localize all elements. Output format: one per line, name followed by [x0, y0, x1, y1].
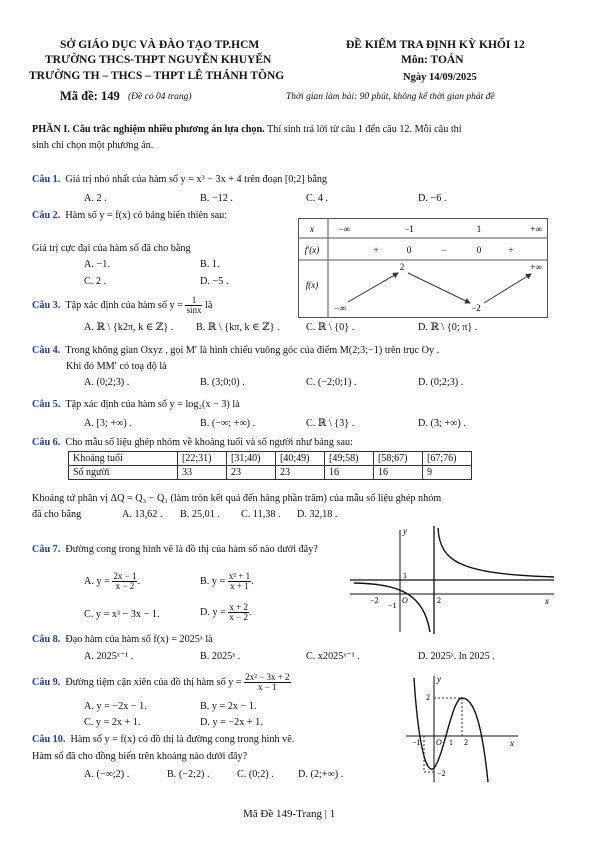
q7-option-c: C. y = x³ − 3x − 1. — [84, 609, 160, 620]
q4-label: Câu 4. — [32, 345, 61, 356]
exam-date: Ngày 14/09/2025 — [403, 72, 477, 83]
bbt-fp-sign-3: − — [441, 245, 447, 255]
q1-option-a: A. 2 . — [84, 193, 107, 204]
age-range: [40;49) — [276, 452, 325, 466]
q2-label: Câu 2. — [32, 210, 61, 221]
count-value: 23 — [276, 466, 325, 480]
q7-tick-minus2: −2 — [370, 596, 379, 605]
q5-option-d: D. (3; +∞) . — [418, 418, 466, 429]
q4-option-d: D. (0;2;3) . — [418, 377, 464, 388]
q8-stem — [32, 634, 213, 645]
q8-text: Đạo hàm của hàm số f(x) = 2025ˣ là — [65, 634, 213, 645]
age-range: [31;40) — [227, 452, 276, 466]
q2-text: Hàm số y = f(x) có bảng biến thiên sau: — [65, 210, 228, 221]
bbt-x-val-2: −1 — [404, 224, 414, 234]
q3-text-a: Tập xác định của hàm số y = — [65, 299, 183, 311]
q1-label: Câu 1. — [32, 174, 61, 185]
q2-option-d: D. −5 . — [200, 276, 229, 287]
bbt-f-minus-inf: −∞ — [334, 303, 346, 313]
q1-text: Giá trị nhỏ nhất của hàm số y = x³ − 3x + 4 trên đoạn [0;2] bằng — [65, 174, 328, 185]
q9-label: Câu 9. — [32, 676, 61, 688]
page-footer: Mã Đề 149-Trang | 1 — [243, 808, 336, 820]
q7-text: Đường cong trong hình vẽ là đồ thị của hàm số nào dưới đây? — [65, 544, 318, 555]
q7-origin: O — [402, 596, 408, 605]
q10-tick-minus2: −2 — [437, 769, 446, 778]
q8-option-b: B. 2025ˣ . — [200, 651, 241, 662]
bbt-x-val-3: 1 — [476, 224, 482, 234]
age-table — [68, 451, 472, 480]
q10-tick-1: 1 — [449, 738, 453, 747]
q5-option-b: B. (−∞; +∞) . — [200, 418, 256, 429]
q6-option-b: B. 25,01 . — [180, 509, 220, 520]
q10-tick-y2: 2 — [426, 693, 430, 702]
q2-option-b: B. 1. — [200, 259, 220, 270]
q7-d-fraction — [228, 603, 249, 622]
q7-b-num: x² + 1 — [228, 571, 251, 581]
variation-table — [298, 218, 548, 318]
q7-graph — [340, 524, 560, 634]
time-note: Thời gian làm bài: 90 phút, không kể thời gian phát đề — [286, 92, 495, 102]
q7-option-a: A. y = $\frac{2x - 1}{x - 2}$ . — [84, 571, 141, 591]
q7-d-pre: D. y = — [200, 606, 226, 618]
q10-label: Câu 10. — [32, 734, 66, 745]
q3-frac-num: 1 — [185, 296, 202, 306]
age-table-header: Khoảng tuổi — [69, 452, 178, 466]
count-value: 23 — [227, 466, 276, 480]
q6-text: Cho mẫu số liệu ghép nhóm về khoảng tuổi và số người như bảng sau: — [65, 437, 353, 448]
q4-option-a: A. (0;2;3) . — [84, 377, 130, 388]
q7-a-num: 2x − 1 — [113, 571, 137, 581]
q3-option-c: C. ℝ \ {0} . — [306, 322, 355, 333]
q4-text: Trong không gian Oxyz , gọi M′ là hình chiếu vuông góc của điểm M(2;3;−1) trên trục Oy . — [65, 345, 440, 356]
q7-x-label: x — [545, 596, 549, 606]
q6-option-c: C. 11,38 . — [241, 509, 281, 520]
part1-title: PHẦN I. Câu trắc nghiệm nhiều phương án lựa chọn. — [32, 124, 265, 135]
count-value: 16 — [325, 466, 374, 480]
q4-option-c: C. (−2;0;1) . — [306, 377, 357, 388]
q10-option-d: D. (2;+∞) . — [298, 769, 344, 780]
q9-option-a: A. y = −2x − 1. — [84, 701, 147, 712]
age-range: [22;31) — [178, 452, 227, 466]
age-range: [49;58) — [325, 452, 374, 466]
bbt-fp-label: f′(x) — [304, 245, 320, 255]
q7-d-den: x − 2 — [229, 612, 248, 622]
q1-option-b: B. −12 . — [200, 193, 233, 204]
count-header: Số người — [69, 466, 178, 480]
q3-option-b: B. ℝ \ {kπ, k ∈ ℤ} . — [196, 322, 280, 333]
q5-option-c: C. ℝ \ {3} . — [306, 418, 355, 429]
bbt-f-max: 2 — [399, 262, 405, 272]
q4-text2: Khi đó MM′ có toạ độ là — [66, 361, 167, 372]
bbt-x-label: x — [310, 224, 314, 234]
q9-option-b: B. y = 2x − 1. — [200, 701, 257, 712]
q3-fraction — [185, 296, 202, 315]
q5-option-a: A. [3; +∞) . — [84, 418, 132, 429]
q4-option-b: B. (3;0;0) . — [200, 377, 245, 388]
q9-fraction — [244, 673, 290, 692]
age-table-row-counts — [69, 466, 472, 480]
q8-option-d: D. 2025ˣ. ln 2025 . — [418, 651, 495, 662]
bbt-f-label: f(x) — [305, 280, 319, 290]
part1-instruction-a: Thí sinh trả lời từ câu 1 đến câu 12. Mỗi câu thí — [264, 124, 462, 135]
q2-stem — [32, 210, 227, 221]
q1-stem — [32, 174, 327, 185]
q7-option-d: D. y = $\frac{x + 2}{x - 2}$ . — [200, 602, 252, 622]
q1-option-c: C. 4 . — [306, 193, 329, 204]
q6-text3: đã cho bằng — [32, 509, 82, 520]
q3-option-d: D. ℝ \ {0; π} . — [418, 322, 478, 333]
q9-option-d: D. y = −2x + 1. — [200, 717, 263, 728]
q7-b-den: x + 1 — [230, 581, 249, 591]
bbt-arrow-up-1 — [348, 273, 398, 302]
age-range: [58;67) — [374, 452, 423, 466]
part1-instruction-b: sinh chỉ chọn một phương án. — [32, 140, 154, 151]
q7-a-fraction — [112, 572, 137, 591]
q5-stem — [32, 399, 240, 410]
q2-text2: Giá trị cực đại của hàm số đã cho bằng — [32, 243, 191, 254]
q10-option-c: C. (0;2) . — [237, 769, 274, 780]
q8-option-c: C. x2025ˣ⁻¹ . — [306, 651, 360, 662]
exam-code: Mã đề: 149 — [60, 89, 120, 103]
q6-option-a: A. 13,62 . — [122, 509, 163, 520]
q7-a-den: x − 2 — [115, 581, 135, 591]
q10-graph — [404, 672, 524, 784]
q9-stem — [32, 673, 291, 692]
q7-label: Câu 7. — [32, 544, 61, 555]
q10-tick-x2: 2 — [464, 738, 468, 747]
q7-tick-minus1: −1 — [388, 601, 397, 610]
bbt-fp-sign-5: + — [508, 245, 514, 255]
q3-option-a: A. ℝ \ {k2π, k ∈ ℤ} . — [84, 322, 174, 333]
q7-option-b: B. y = $\frac{\text{x² + 1}}{x + 1}$ . — [200, 571, 254, 591]
q9-frac-den: x − 1 — [258, 682, 277, 692]
school-name-2: TRƯỜNG TH – THCS – THPT LÊ THÁNH TÔNG — [29, 70, 285, 82]
school-name-1: TRƯỜNG THCS-THPT NGUYỄN KHUYẾN — [45, 54, 272, 66]
q5-text: Tập xác định của hàm số y = log₂(x − 3) là — [65, 399, 240, 410]
q10-option-b: B. (−2;2) . — [167, 769, 210, 780]
q10-option-a: A. (−∞;2) . — [84, 769, 130, 780]
q10-origin: O — [436, 738, 442, 747]
q6-option-d: D. 32,18 . — [297, 509, 338, 520]
q10-x-label: x — [510, 738, 514, 748]
q8-option-a: A. 2025ˣ⁻¹ . — [84, 651, 134, 662]
q6-label: Câu 6. — [32, 437, 61, 448]
q2-option-c: C. 2 . — [84, 276, 107, 287]
q7-d-num: x + 2 — [229, 602, 248, 612]
q3-frac-den: sinx — [186, 305, 202, 315]
q10-text2: Hàm số đã cho đồng biến trên khoảng nào dưới đây? — [32, 751, 248, 762]
bbt-arrow-up-2 — [484, 274, 531, 303]
q7-curve-right — [438, 528, 554, 577]
q9-frac-num: 2x² − 3x + 2 — [245, 672, 290, 682]
q10-stem — [32, 734, 294, 745]
q3-label: Câu 3. — [32, 299, 61, 311]
count-value: 33 — [178, 466, 227, 480]
q4-stem — [32, 345, 439, 356]
exam-title: ĐỀ KIỂM TRA ĐỊNH KỲ KHỐI 12 — [346, 39, 525, 51]
bbt-f-min: −2 — [471, 303, 481, 313]
q10-tick-minus1: −1 — [412, 738, 421, 747]
q5-label: Câu 5. — [32, 399, 61, 410]
q7-b-fraction — [228, 572, 251, 591]
count-value: 16 — [374, 466, 423, 480]
q3-text-b: là — [202, 299, 213, 311]
bbt-fp-sign-1: + — [373, 245, 379, 255]
q6-stem — [32, 437, 353, 448]
bbt-fp-sign-2: 0 — [406, 245, 412, 255]
bbt-arrow-down — [408, 273, 470, 303]
q7-tick-1: 1 — [403, 571, 407, 580]
q1-option-d: D. −6 . — [418, 193, 447, 204]
q7-tick-2: 2 — [437, 596, 441, 605]
bbt-fp-sign-4: 0 — [476, 245, 482, 255]
q7-stem — [32, 544, 318, 555]
q6-text2: Khoảng tứ phân vị ΔQ = Q₃ − Q₁ (làm tròn kết quả đến hàng phần trăm) của mẫu số liệu ghép nhóm — [32, 493, 442, 504]
age-table-row-ranges — [69, 452, 472, 466]
q2-option-a: A. −1. — [84, 259, 110, 270]
q9-option-c: C. y = 2x + 1. — [84, 717, 141, 728]
q3-stem — [32, 296, 212, 315]
bbt-x-val-1: −∞ — [338, 224, 350, 234]
q10-text: Hàm số y = f(x) có đồ thị là đường cong trong hình vẽ. — [70, 734, 295, 745]
dept-name: SỞ GIÁO DỤC VÀ ĐÀO TẠO TP.HCM — [60, 39, 260, 51]
pages-note: (Đề có 04 trang) — [128, 92, 192, 102]
q7-a-pre: A. y = — [84, 575, 110, 587]
q9-text-a: Đường tiệm cận xiên của đồ thị hàm số y = — [65, 676, 242, 688]
count-value: 9 — [423, 466, 472, 480]
q7-b-pre: B. y = — [200, 575, 226, 587]
bbt-f-plus-inf: +∞ — [530, 262, 542, 272]
q8-label: Câu 8. — [32, 634, 61, 645]
q10-y-label: y — [437, 674, 441, 684]
part1-line1 — [32, 124, 462, 135]
subject: Môn: TOÁN — [401, 54, 464, 66]
age-range: [67;76) — [423, 452, 472, 466]
bbt-x-val-4: +∞ — [530, 224, 542, 234]
q7-y-label: y — [403, 526, 407, 536]
